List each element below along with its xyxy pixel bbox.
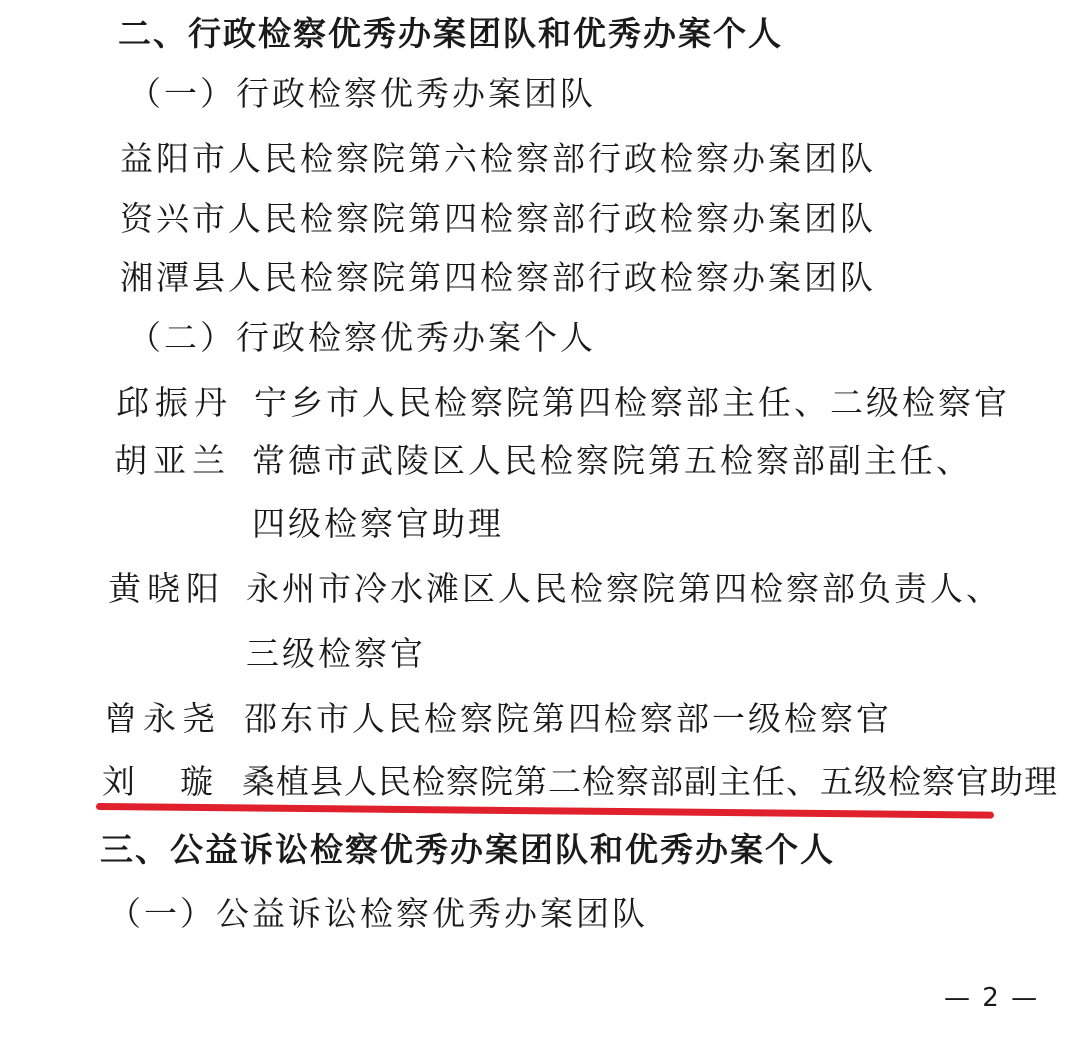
person-description: 常德市武陵区人民检察院第五检察部副主任、 [252,441,972,480]
person-name-highlighted: 刘 璇 [102,762,219,801]
person-description: 宁乡市人民检察院第四检察部主任、二级检察官 [254,383,1010,422]
person-name: 黄晓阳 [108,569,225,608]
person-description-cont: 三级检察官 [246,634,426,673]
person-name: 曾永尧 [104,699,221,738]
section-3-heading: 三、公益诉讼检察优秀办案团队和优秀办案个人 [100,830,835,869]
section-2-subheading-individuals: （二）行政检察优秀办案个人 [128,318,596,357]
section-2-heading: 二、行政检察优秀办案团队和优秀办案个人 [118,14,783,53]
person-description: 邵东市人民检察院第四检察部一级检察官 [244,699,892,738]
page-number: — 2 — [944,983,1040,1013]
person-name: 胡亚兰 [114,441,231,480]
red-highlight-underline [96,803,994,819]
person-description-cont: 四级检察官助理 [252,504,504,543]
person-name: 邱振丹 [116,383,233,422]
person-description: 永州市冷水滩区人民检察院第四检察部负责人、 [246,569,1002,608]
team-item: 资兴市人民检察院第四检察部行政检察办案团队 [120,199,876,238]
team-item: 湘潭县人民检察院第四检察部行政检察办案团队 [120,258,876,297]
team-item: 益阳市人民检察院第六检察部行政检察办案团队 [120,139,876,178]
section-2-subheading-teams: （一）行政检察优秀办案团队 [128,74,596,113]
section-3-subheading-teams: （一）公益诉讼检察优秀办案团队 [108,894,648,933]
person-description-highlighted: 桑植县人民检察院第二检察部副主任、五级检察官助理 [242,762,1058,801]
